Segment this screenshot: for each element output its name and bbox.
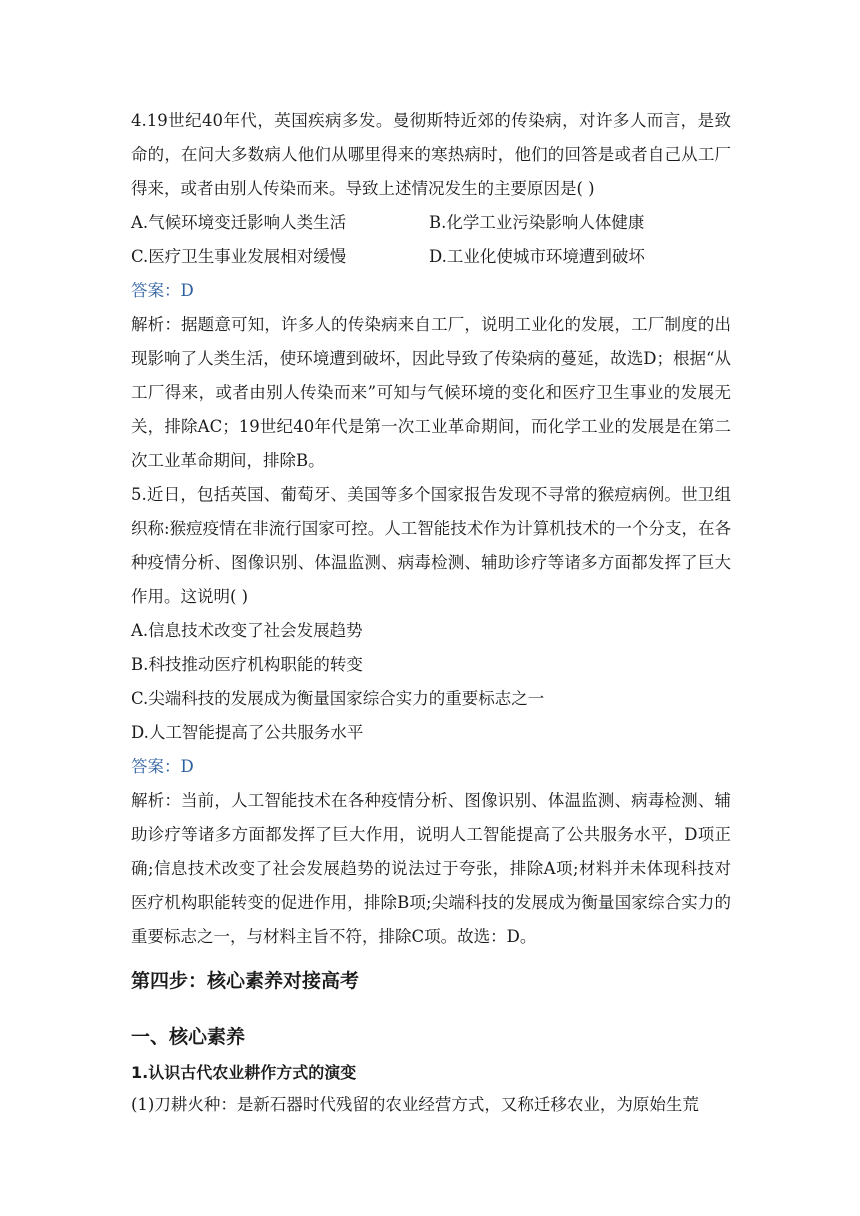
question-4-option-c: C.医疗卫生事业发展相对缓慢 xyxy=(131,247,347,266)
question-4-option-d: D.工业化使城市环境遭到破坏 xyxy=(429,247,645,266)
question-5-stem: 5.近日，包括英国、葡萄牙、美国等多个国家报告发现不寻常的猴痘病例。世卫组织称:猴痘疫情在非流行国家可控。人工智能技术作为计算机技术的一个分支，在各种疫情分析、图像识别、体温监测、病毒检测、辅助诊疗等诸多方面都发挥了巨大作用。这说明( ) xyxy=(131,485,731,606)
body-paragraph: (1)刀耕火种：是新石器时代残留的农业经营方式，又称迁移农业，为原始生荒 xyxy=(131,1095,699,1114)
question-5-option-d: D.人工智能提高了公共服务水平 xyxy=(131,723,364,742)
question-5-answer: 答案：D xyxy=(131,757,194,776)
question-5-option-b: B.科技推动医疗机构职能的转变 xyxy=(131,655,363,674)
document-body xyxy=(131,104,731,1122)
step-heading: 第四步：核心素养对接高考 xyxy=(131,970,360,992)
question-4-options-row-1 xyxy=(131,206,731,240)
question-4-option-a: A.气候环境变迁影响人类生活 xyxy=(131,213,347,232)
question-5-analysis: 解析：当前，人工智能技术在各种疫情分析、图像识别、体温监测、病毒检测、辅助诊疗等诸多方面都发挥了巨大作用，说明人工智能提高了公共服务水平，D项正确;信息技术改变了社会发展趋势的说法过于夸张，排除A项;材料并未体现科技对医疗机构职能转变的促进作用，排除B项;尖端科技的发展成为衡量国家综合实力的重要标志之一，与材料主旨不符，排除C项。故选：D。 xyxy=(131,791,731,946)
question-4-analysis: 解析：据题意可知，许多人的传染病来自工厂，说明工业化的发展，工厂制度的出现影响了人类生活，使环境遭到破坏，因此导致了传染病的蔓延，故选D；根据“从工厂得来，或者由别人传染而来”可知与气候环境的变化和医疗卫生事业的发展无关，排除AC；19世纪40年代是第一次工业革命期间，而化学工业的发展是在第二次工业革命期间，排除B。 xyxy=(131,315,731,470)
question-4-stem: 4.19世纪40年代，英国疾病多发。曼彻斯特近郊的传染病，对许多人而言，是致命的，在问大多数病人他们从哪里得来的寒热病时，他们的回答是或者自己从工厂得来，或者由别人传染而来。导致上述情况发生的主要原因是( ) xyxy=(131,111,731,198)
section-heading: 一、核心素养 xyxy=(131,1026,246,1048)
question-5-option-a: A.信息技术改变了社会发展趋势 xyxy=(131,621,363,640)
question-4-option-b: B.化学工业污染影响人体健康 xyxy=(429,213,645,232)
question-4-answer: 答案：D xyxy=(131,281,194,300)
question-4-options-row-2 xyxy=(131,240,731,274)
sub-heading: 1.认识古代农业耕作方式的演变 xyxy=(131,1063,357,1082)
question-5-option-c: C.尖端科技的发展成为衡量国家综合实力的重要标志之一 xyxy=(131,689,545,708)
